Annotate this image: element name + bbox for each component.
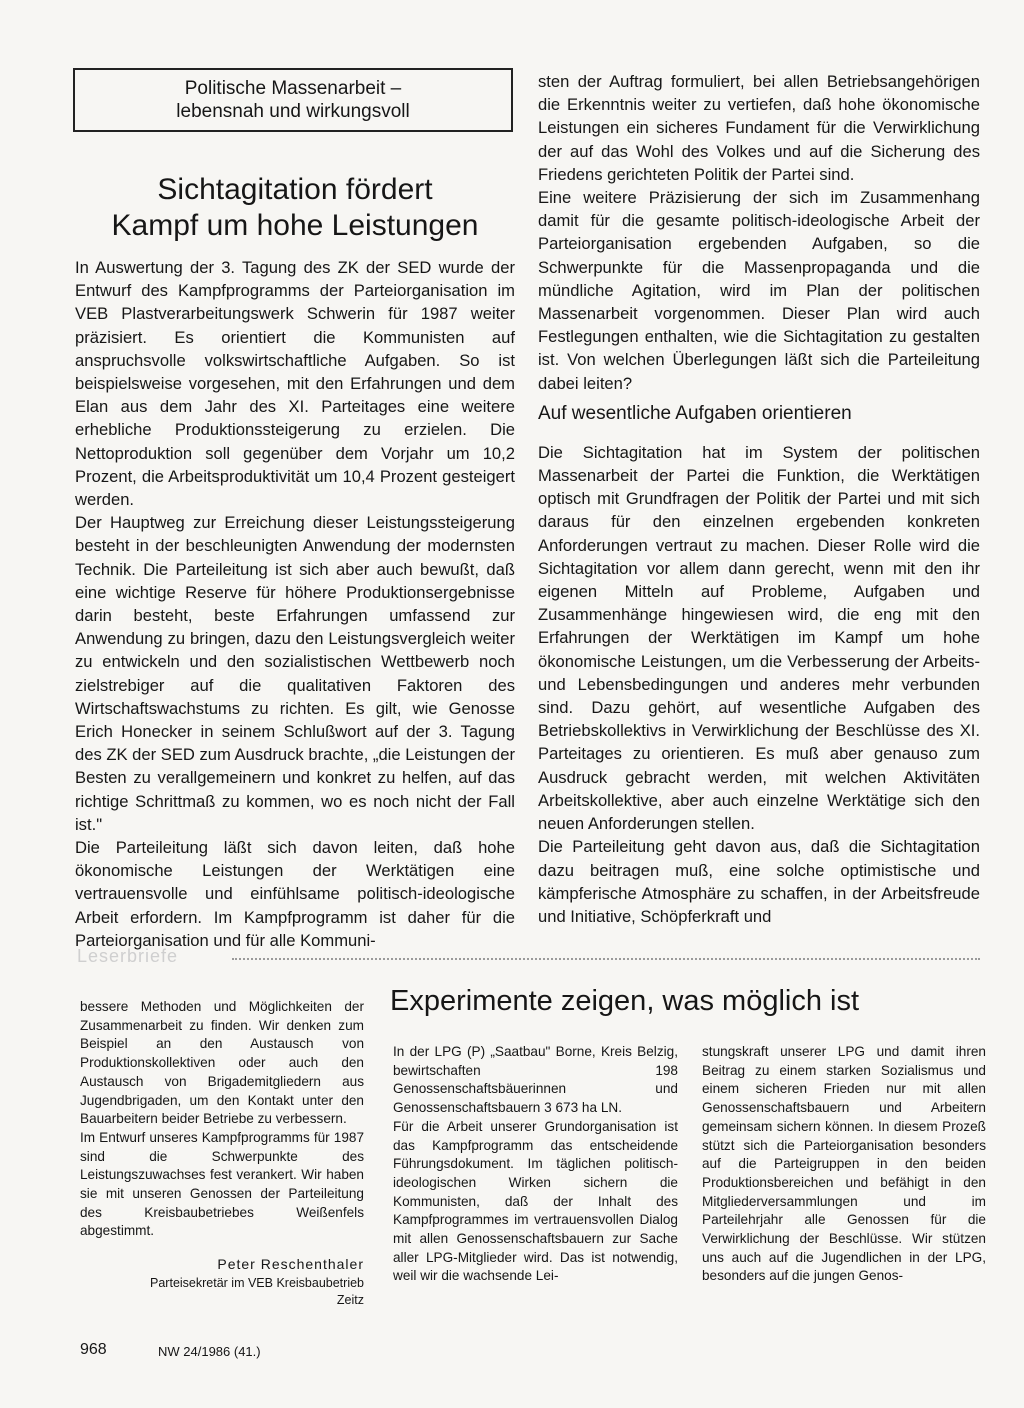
letter-author: Peter Reschenthaler	[217, 1256, 364, 1272]
article1-paragraph: sten der Auftrag formuliert, bei allen Betriebsangehörigen die Erkenntnis weiter zu vertiefen, daß hohe ökonomische Leistungen ein sicheres Fundament für die Verwirklichung der auf das Wohl des Volkes und auf die Sicherung des Friedens gerichteten Politik der Partei sind.	[538, 72, 980, 184]
article2-paragraph: Für die Arbeit unserer Grundorganisation ist das Kampfprogramm das entscheidende Führungsdokument. Im täglichen politisch-ideologischen Wirken sichern die Kommunisten, daß der Inhalt des Kampfprogrammes im vertrauensvollen Dialog mit allen Genossenschaftsbauern zur Sache aller LPG-Mitglieder wird. Das ist notwendig, weil wir die wachsende Lei-	[393, 1118, 678, 1284]
article1-paragraph: Die Parteileitung geht davon aus, daß die Sichtagitation dazu beitragen muß, eine solche optimistische und kämpferische Atmosphäre zu schaffen, in der Arbeitsfreude und Initiative, Schöpferkraft und	[538, 837, 980, 926]
series-heading-line1: Politische Massenarbeit –	[184, 78, 402, 99]
page-number: 968	[80, 1341, 107, 1358]
article1-headline-line1: Sichtagitation fördert	[157, 173, 433, 206]
article1-headline-line2: Kampf um hohe Leistungen	[111, 209, 479, 242]
letter-paragraph: bessere Methoden und Möglichkeiten der Zusammenarbeit zu finden. Wir denken zum Beispiel an den Austausch von Produktionskollektiven oder auch den Austausch von Brigademitgliedern aus Jugendbrigaden, um den Kontakt unter den Bauarbeitern beider Betriebe zu verbessern.	[80, 999, 364, 1127]
article1-column1	[75, 256, 515, 952]
letter-role-line2: Zeitz	[336, 1293, 364, 1307]
article2-headline: Experimente zeigen, was möglich ist	[390, 985, 860, 1017]
letter-role-line1: Parteisekretär im VEB Kreisbaubetrieb	[150, 1276, 364, 1290]
article1-paragraph: Der Hauptweg zur Erreichung dieser Leistungssteigerung besteht in der beschleunigten Anwendung der modernsten Technik. Die Parteileitung ist sich aber auch bewußt, daß eine wichtige Reserve für höhere Produktionsergebnisse darin besteht, beste Erfahrungen umfassend zur Anwendung zu bringen, dazu den Leistungsvergleich weiter zu entwickeln und den sozialistischen Wettbewerb noch zielstrebiger auf die qualitativen Faktoren des Wirtschaftswachstums zu richten. Es gilt, wie Genosse Erich Honecker in seinem Schlußwort auf der 3. Tagung des ZK der SED zum Ausdruck brachte, „die Leistungen der Besten zu verallgemeinern und konkret zu helfen, auf das richtige Schrittmaß zu kommen, wo es noch nicht der Fall ist."	[75, 513, 515, 834]
article1-paragraph: Die Parteileitung läßt sich davon leiten, daß hohe ökonomische Leistungen der Werktätigen eine vertrauensvolle und einfühlsame politisch-ideologische Arbeit erfordern. Im Kampfprogramm ist daher für die Parteiorganisation und für alle Kommuni-	[75, 838, 515, 950]
article1-paragraph: Die Sichtagitation hat im System der politischen Massenarbeit der Partei die Funktion, die Werktätigen optisch mit Grundfragen der Politik der Partei und mit sich daraus für den einzelnen ergebenden konkreten Anforderungen vertraut zu machen. Dieser Rolle wird die Sichtagitation vor allem dann gerecht, wenn mit den ihr eigenen Mitteln auf Probleme, Aufgaben und Zusammenhänge hingewiesen wird, die eng mit den Erfahrungen der Werktätigen im Kampf um hohe ökonomische Leistungen, um die Verbesserung der Arbeits- und Lebensbedingungen und anderes mehr verbunden sind. Dazu gehört, auf wesentliche Aufgaben des Betriebskollektivs in Verwirklichung der Beschlüsse des XI. Parteitages zu orientieren. Es muß aber genauso zum Ausdruck gebracht werden, mit welchen Aktivitäten Arbeitskollektive, aber auch einzelne Werktätige sich den neuen Anforderungen stellen.	[538, 442, 980, 834]
article2-column1	[393, 1043, 678, 1286]
series-heading-line2: lebensnah und wirkungsvoll	[176, 101, 410, 122]
article2-paragraph: stungskraft unserer LPG und damit ihren Beitrag zu einem starken Sozialismus und einem sicheren Frieden nur mit allen Genossenschaftsbauern und Arbeitern gemeinsam sichern können. In diesem Prozeß stützt sich die Parteiorganisation besonders auf die Parteigruppen in den beiden Produktionsbereichen und befähigt in den Mitgliederversammlungen und im Parteilehrjahr alle Genossen für die Verwirklichung der Beschlüsse. Wir stützen uns auch auf die Jugendlichen in der LPG, besonders auf die jungen Genos-	[702, 1044, 986, 1284]
article2-paragraph: In der LPG (P) „Saatbau" Borne, Kreis Belzig, bewirtschaften 198 Genossenschaftsbäuerinnen und Genossenschaftsbauern 3 673 ha LN.	[393, 1044, 678, 1116]
article1-column2	[538, 70, 980, 928]
article1-paragraph: In Auswertung der 3. Tagung des ZK der SED wurde der Entwurf des Kampfprogramms der Parteiorganisation im VEB Plastverarbeitungswerk Schwerin für 1987 weiter präzisiert. Es orientiert die Kommunisten auf anspruchsvolle volkswirtschaftliche Aufgaben. So ist beispielsweise vorgesehen, mit den Erfahrungen und dem Elan aus dem Jahr des XI. Parteitages eine weitere erhebliche Produktionssteigerung zu erzielen. Die Nettoproduktion soll gegenüber dem Vorjahr um 10,2 Prozent, die Arbeitsproduktivität um 10,4 Prozent gesteigert werden.	[75, 258, 515, 510]
article2-column2	[702, 1043, 986, 1286]
section-divider	[232, 958, 980, 960]
series-box-heading	[73, 68, 513, 132]
reader-letter	[80, 998, 364, 1241]
article1-subheading: Auf wesentliche Aufgaben orientieren	[538, 402, 852, 424]
letter-author-role	[80, 1275, 364, 1309]
article1-headline	[75, 172, 515, 244]
issue-label: NW 24/1986 (41.)	[158, 1344, 261, 1359]
section-label-leserbriefe: Leserbriefe	[77, 946, 179, 966]
letter-paragraph: Im Entwurf unseres Kampfprogramms für 1987 sind die Schwerpunkte des Leistungszuwachses fest verankert. Wir haben sie mit unseren Genossen der Parteileitung des Kreisbaubetriebes Weißenfels abgestimmt.	[80, 1129, 364, 1239]
article1-paragraph: Eine weitere Präzisierung der sich im Zusammenhang damit für die gesamte politisch-ideologische Arbeit der Parteiorganisation ergebenden Aufgaben, so die Schwerpunkte für die Massenpropaganda und die mündliche Agitation, wird im Plan der politischen Massenarbeit vorgenommen. Dieser Plan wird auch Festlegungen enthalten, wie die Sichtagitation zu gestalten ist. Von welchen Überlegungen läßt sich die Parteileitung dabei leiten?	[538, 188, 980, 393]
